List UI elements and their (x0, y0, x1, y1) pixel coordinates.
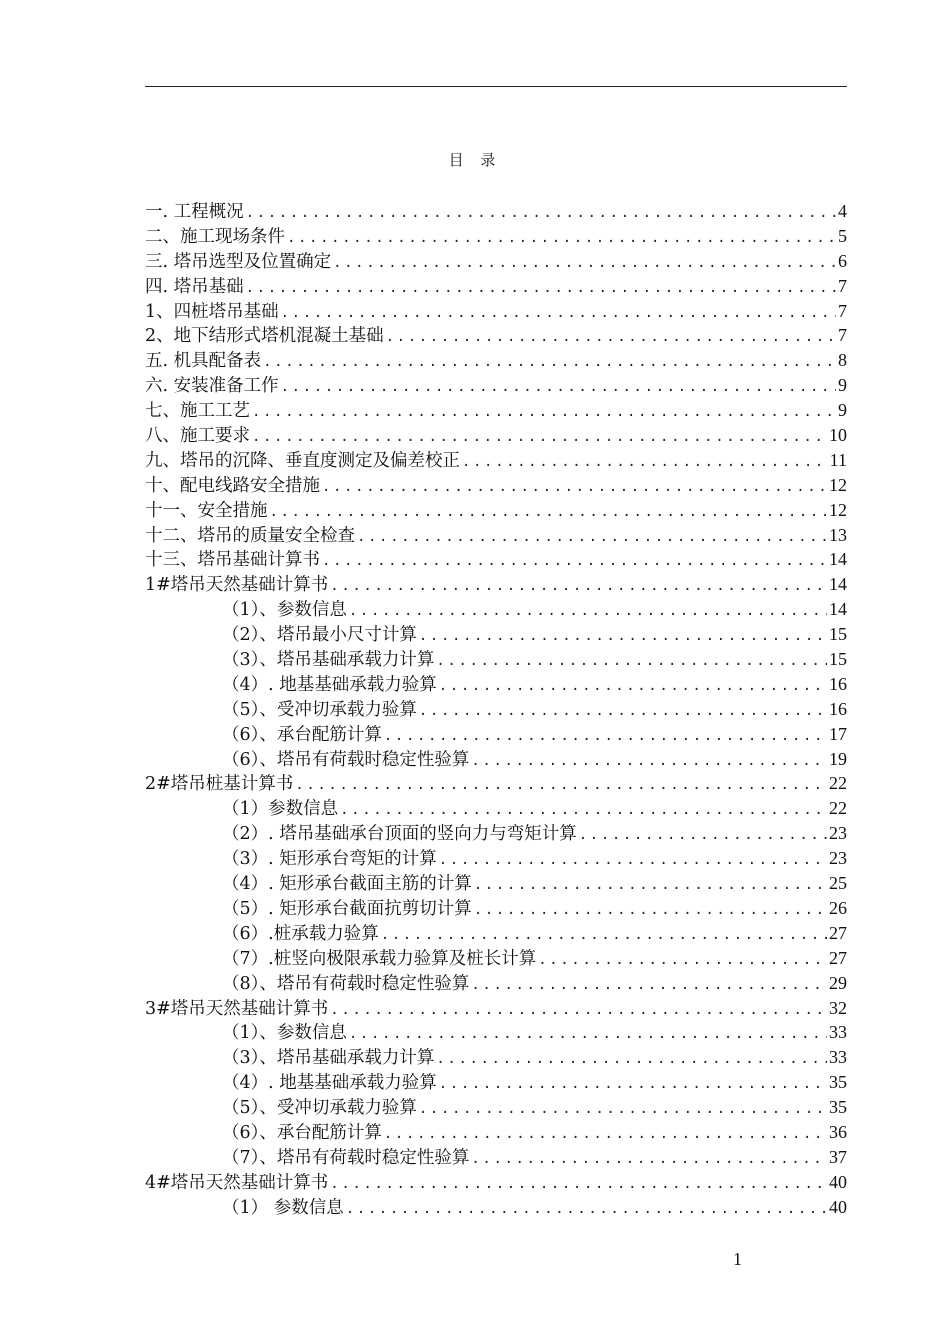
toc-dot-leader (579, 823, 827, 846)
toc-dot-leader (439, 848, 827, 871)
toc-entry[interactable] (145, 547, 847, 572)
toc-entry-label: （4）. 矩形承台截面主筋的计算 (222, 874, 472, 895)
toc-entry-page: 17 (829, 723, 847, 744)
toc-entry-page: 27 (829, 947, 847, 968)
toc-entry-page: 7 (838, 300, 847, 321)
toc-dot-leader (270, 500, 828, 523)
toc-entry[interactable] (145, 274, 847, 299)
toc-entry[interactable] (145, 1095, 847, 1120)
toc-dot-leader (386, 325, 836, 348)
toc-entry-page: 14 (829, 549, 847, 570)
toc-entry-page: 23 (829, 823, 847, 844)
toc-entry-page: 6 (838, 250, 847, 271)
toc-entry[interactable] (145, 796, 847, 821)
toc-entry-page: 15 (829, 624, 847, 645)
toc-dot-leader (436, 649, 827, 672)
toc-entry-page: 14 (829, 599, 847, 620)
toc-entry-label: 十三、塔吊基础计算书 (145, 550, 320, 571)
toc-entry-page: 36 (829, 1121, 847, 1142)
toc-entry-label: （7）.桩竖向极限承载力验算及桩长计算 (222, 948, 537, 969)
toc-dot-leader (322, 549, 827, 572)
toc-entry-page: 22 (829, 798, 847, 819)
toc-dot-leader (471, 749, 827, 772)
toc-entry-label: （7）、塔吊有荷载时稳定性验算 (222, 1147, 470, 1168)
toc-entry-label: 六. 安装准备工作 (145, 376, 279, 397)
toc-entry-page: 5 (838, 225, 847, 246)
toc-dot-leader (322, 475, 827, 498)
toc-entry-label: 七、施工工艺 (145, 401, 250, 422)
toc-dot-leader (246, 201, 836, 224)
toc-entry-label: （2）、塔吊最小尺寸计算 (222, 625, 417, 646)
toc-entry[interactable] (145, 697, 847, 722)
toc-dot-leader (419, 624, 827, 647)
toc-entry-page: 23 (829, 848, 847, 869)
toc-entry[interactable] (145, 373, 847, 398)
toc-title: 目 录 (448, 151, 502, 169)
toc-entry-page: 12 (829, 474, 847, 495)
toc-entry[interactable] (145, 1070, 847, 1095)
toc-entry[interactable] (145, 821, 847, 846)
toc-entry-label: （5）、受冲切承载力验算 (222, 1098, 417, 1119)
toc-entry[interactable] (145, 1195, 847, 1220)
toc-dot-leader (330, 1172, 827, 1195)
toc-dot-leader (281, 375, 836, 398)
toc-entry[interactable] (145, 1120, 847, 1145)
toc-dot-leader (384, 724, 827, 747)
toc-entry-label: 三. 塔吊选型及位置确定 (145, 251, 332, 272)
toc-entry-label: （3）. 矩形承台弯矩的计算 (222, 849, 437, 870)
toc-entry-label: （2）. 塔吊基础承台顶面的竖向力与弯矩计算 (222, 824, 577, 845)
toc-entry[interactable] (145, 473, 847, 498)
toc-entry[interactable] (145, 523, 847, 548)
toc-entry-page: 35 (829, 1097, 847, 1118)
toc-dot-leader (333, 251, 836, 274)
toc-dot-leader (295, 773, 827, 796)
toc-entry-label: 十一、安全措施 (145, 500, 268, 521)
toc-dot-leader (281, 301, 836, 324)
toc-entry-page: 33 (829, 1047, 847, 1068)
toc-entry-label: 九、塔吊的沉降、垂直度测定及偏差校正 (145, 450, 460, 471)
toc-entry[interactable] (145, 448, 847, 473)
table-of-contents (145, 199, 847, 1220)
toc-entry-page: 29 (829, 972, 847, 993)
toc-entry[interactable] (145, 299, 847, 324)
toc-entry[interactable] (145, 771, 847, 796)
toc-dot-leader (346, 1197, 827, 1220)
toc-entry-page: 14 (829, 574, 847, 595)
toc-dot-leader (439, 674, 827, 697)
toc-entry-label: （5）. 矩形承台截面抗剪切计算 (222, 898, 472, 919)
toc-entry-page: 40 (829, 1196, 847, 1217)
toc-entry[interactable] (145, 1145, 847, 1170)
toc-entry[interactable] (145, 597, 847, 622)
toc-dot-leader (436, 1047, 827, 1070)
toc-entry-page: 22 (829, 773, 847, 794)
toc-entry-page: 25 (829, 873, 847, 894)
toc-entry-page: 37 (829, 1146, 847, 1167)
toc-dot-leader (263, 350, 836, 373)
toc-entry-page: 40 (829, 1171, 847, 1192)
toc-entry-page: 16 (829, 673, 847, 694)
toc-dot-leader (349, 1022, 827, 1045)
toc-dot-leader (349, 599, 827, 622)
toc-dot-leader (471, 1147, 827, 1170)
toc-entry-label: （4）. 地基基础承载力验算 (222, 1073, 437, 1094)
toc-entry-label: 1#塔吊天然基础计算书 (145, 575, 329, 596)
toc-entry[interactable] (145, 971, 847, 996)
toc-entry-label: 2、地下结形式塔机混凝土基础 (145, 326, 384, 347)
toc-dot-leader (474, 873, 827, 896)
toc-entry-page: 13 (829, 524, 847, 545)
toc-entry[interactable] (145, 672, 847, 697)
toc-dot-leader (381, 923, 827, 946)
toc-entry-label: （1） 参数信息 (222, 1197, 344, 1218)
toc-entry[interactable] (145, 1020, 847, 1045)
toc-entry-page: 8 (838, 350, 847, 371)
toc-entry-label: （1）、参数信息 (222, 600, 347, 621)
toc-entry[interactable] (145, 846, 847, 871)
toc-entry-label: （1）、参数信息 (222, 1023, 347, 1044)
toc-entry-label: 4#塔吊天然基础计算书 (145, 1172, 329, 1193)
toc-entry[interactable] (145, 921, 847, 946)
page-number: 1 (733, 1249, 742, 1269)
toc-entry-label: 一. 工程概况 (145, 202, 244, 222)
toc-entry[interactable] (145, 722, 847, 747)
toc-entry-label: 五. 机具配备表 (145, 351, 262, 372)
toc-entry-label: 十、配电线路安全措施 (145, 475, 320, 496)
toc-entry-label: （3）、塔吊基础承载力计算 (222, 1048, 435, 1069)
toc-dot-leader (246, 276, 836, 299)
toc-dot-leader (419, 1097, 827, 1120)
toc-entry[interactable] (145, 398, 847, 423)
toc-entry-label: （3）、塔吊基础承载力计算 (222, 650, 435, 671)
toc-entry[interactable] (145, 622, 847, 647)
toc-dot-leader (462, 450, 828, 473)
toc-entry-page: 32 (829, 997, 847, 1018)
toc-entry[interactable] (145, 647, 847, 672)
toc-entry[interactable] (145, 572, 847, 597)
toc-entry-label: 十二、塔吊的质量安全检查 (145, 525, 355, 546)
toc-entry-page: 7 (838, 275, 847, 296)
toc-entry[interactable] (145, 996, 847, 1021)
toc-entry[interactable] (145, 498, 847, 523)
toc-dot-leader (471, 973, 827, 996)
toc-entry-label: （1）参数信息 (222, 799, 339, 820)
toc-entry-page: 26 (829, 897, 847, 918)
toc-entry-label: 二、施工现场条件 (145, 226, 285, 247)
toc-entry[interactable] (145, 323, 847, 348)
toc-entry-label: （6）、承台配筋计算 (222, 1122, 382, 1143)
toc-entry-label: （6）、承台配筋计算 (222, 724, 382, 745)
toc-entry[interactable] (145, 224, 847, 249)
toc-entry-label: 八、施工要求 (145, 426, 250, 447)
toc-entry-page: 35 (829, 1072, 847, 1093)
toc-entry-label: 四. 塔吊基础 (145, 276, 244, 297)
toc-entry-page: 16 (829, 698, 847, 719)
toc-entry-page: 4 (838, 201, 847, 221)
toc-entry[interactable] (145, 1170, 847, 1195)
toc-entry-page: 27 (829, 922, 847, 943)
toc-entry[interactable] (145, 348, 847, 373)
toc-dot-leader (252, 400, 836, 423)
header-rule (145, 86, 847, 87)
toc-dot-leader (287, 226, 836, 249)
toc-entry[interactable] (145, 871, 847, 896)
toc-entry[interactable] (145, 1045, 847, 1070)
toc-entry-page: 33 (829, 1022, 847, 1043)
toc-entry-label: （6）、塔吊有荷载时稳定性验算 (222, 749, 470, 770)
toc-dot-leader (538, 948, 827, 971)
toc-dot-leader (252, 425, 827, 448)
toc-entry-page: 9 (838, 375, 847, 396)
toc-entry[interactable] (145, 896, 847, 921)
toc-entry-page: 15 (829, 649, 847, 670)
toc-entry-label: （8）、塔吊有荷载时稳定性验算 (222, 973, 470, 994)
toc-dot-leader (330, 998, 827, 1021)
toc-entry-page: 11 (829, 449, 847, 470)
toc-entry-label: 2#塔吊桩基计算书 (145, 774, 294, 795)
toc-entry[interactable] (145, 423, 847, 448)
toc-dot-leader (384, 1122, 827, 1145)
toc-dot-leader (439, 1072, 827, 1095)
toc-dot-leader (357, 525, 827, 548)
toc-entry-page: 12 (829, 499, 847, 520)
toc-entry-label: 1、四桩塔吊基础 (145, 301, 279, 322)
toc-dot-leader (330, 574, 827, 597)
toc-entry[interactable] (145, 249, 847, 274)
toc-entry-label: （6）.桩承载力验算 (222, 923, 379, 944)
toc-entry-page: 19 (829, 748, 847, 769)
toc-entry-page: 9 (838, 400, 847, 421)
toc-entry[interactable] (145, 747, 847, 772)
toc-dot-leader (419, 699, 827, 722)
toc-entry-page: 10 (829, 425, 847, 446)
toc-dot-leader (474, 898, 827, 921)
toc-dot-leader (340, 798, 827, 821)
toc-entry-label: 3#塔吊天然基础计算书 (145, 998, 329, 1019)
toc-entry[interactable] (145, 199, 847, 224)
toc-entry-label: （5）、受冲切承载力验算 (222, 699, 417, 720)
toc-entry-label: （4）. 地基基础承载力验算 (222, 674, 437, 695)
toc-entry-page: 7 (838, 325, 847, 346)
toc-entry[interactable] (145, 946, 847, 971)
